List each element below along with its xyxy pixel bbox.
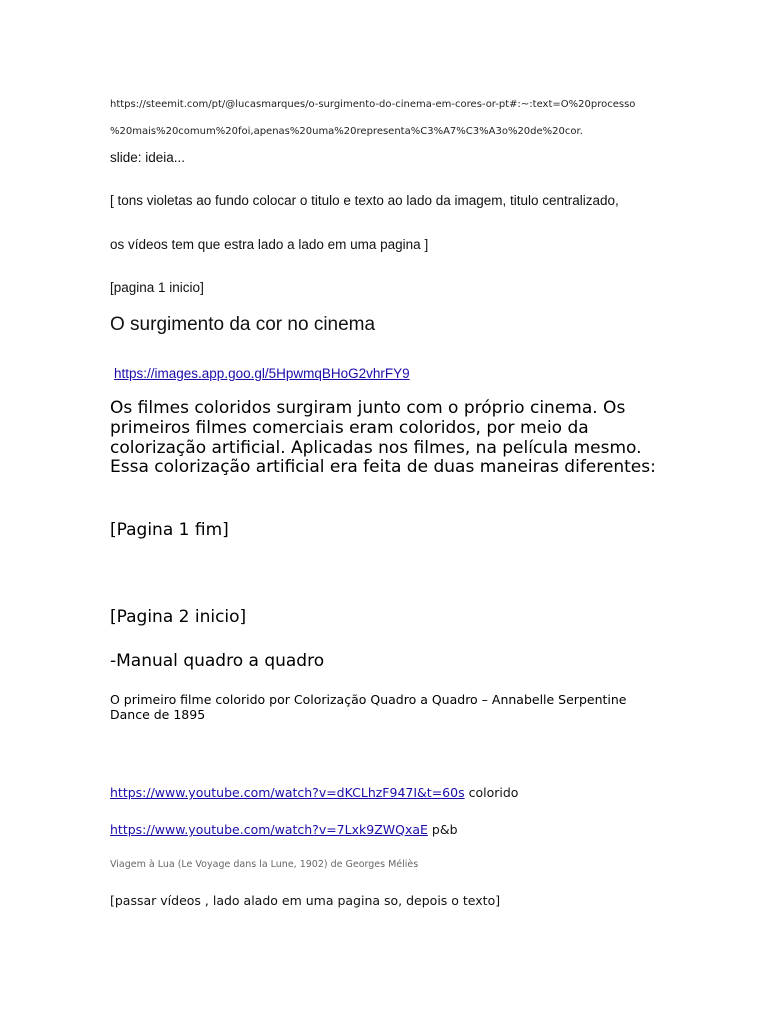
design-note-line-1: [ tons violetas ao fundo colocar o titulo e texto ao lado da imagem, titulo centralizado, <box>110 193 619 208</box>
image-link[interactable]: https://images.app.goo.gl/5HpwmqBHoG2vhrFY9 <box>114 366 410 381</box>
page-title: O surgimento da cor no cinema <box>110 314 376 335</box>
slide-note: slide: ideia... <box>110 150 186 165</box>
video-caption: Viagem à Lua (Le Voyage dans la Lune, 1902) de Georges Méliès <box>110 859 419 870</box>
page1-end-marker: [Pagina 1 fim] <box>110 520 229 540</box>
video-link-pb[interactable]: https://www.youtube.com/watch?v=7Lxk9ZWQxaE <box>110 822 428 837</box>
video-link-label: colorido <box>468 785 519 800</box>
final-note: [passar vídeos , lado alado em uma pagina so, depois o texto] <box>110 893 501 908</box>
video-link-label: p&b <box>431 822 458 837</box>
section-heading: -Manual quadro a quadro <box>110 651 325 671</box>
page2-start-marker: [Pagina 2 inicio] <box>110 607 247 627</box>
video-link-row <box>110 821 670 839</box>
page1-start-marker: [pagina 1 inicio] <box>110 280 204 295</box>
design-note-line-2: os vídeos tem que estra lado a lado em uma pagina ] <box>110 237 429 252</box>
source-url-line-1: https://steemit.com/pt/@lucasmarques/o-surgimento-do-cinema-em-cores-or-pt#:~:text=O%20processo <box>110 99 636 110</box>
source-url-line-2: %20mais%20comum%20foi,apenas%20uma%20representa%C3%A7%C3%A3o%20de%20cor. <box>110 126 583 137</box>
intro-paragraph: Os filmes coloridos surgiram junto com o próprio cinema. Os primeiros filmes comerciais eram coloridos, por meio da colorização artificial. Aplicadas nos filmes, na película mesmo. Essa colorização artificial era feita de duas maneiras diferentes: <box>110 398 656 478</box>
video-link-row <box>110 784 670 802</box>
video-link-colorido[interactable]: https://www.youtube.com/watch?v=dKCLhzF947I&t=60s <box>110 785 465 800</box>
first-film-paragraph: O primeiro filme colorido por Colorização Quadro a Quadro – Annabelle Serpentine Dance de 1895 <box>110 692 627 722</box>
